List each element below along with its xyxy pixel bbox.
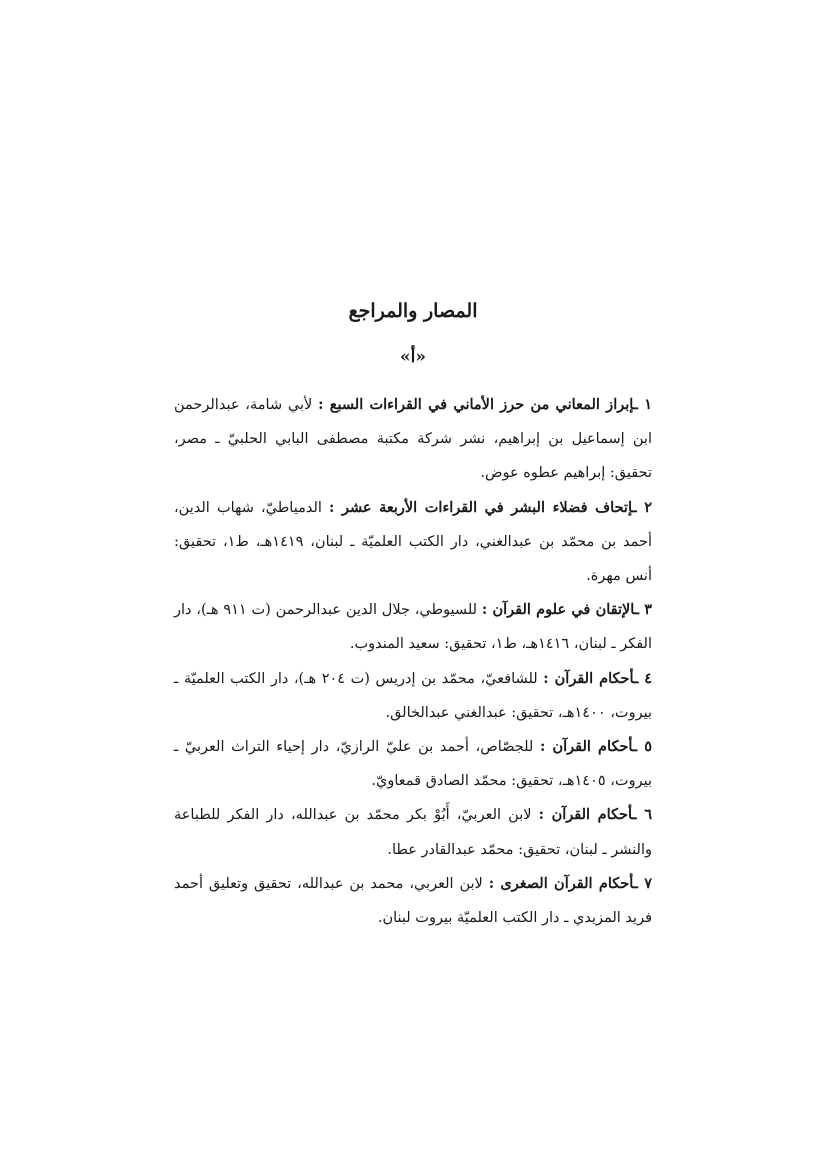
reference-number: ٦ ـ [632,806,653,824]
reference-item [174,798,652,866]
reference-number: ٤ ـ [633,669,652,687]
reference-item [174,662,652,730]
reference-title: أحكام القرآن الصغرى : [488,874,634,892]
reference-details: لابن العربيّ، أَبُوْ بكر محمّد بن عبدالله، دار الفكر للطباعة والنشر ـ لبنان، تحقيق: محمّد عبدالقادر عطا. [174,807,652,858]
reference-details: الدمياطيّ، شهاب الدين، أحمد بن محمّد بن عبدالغني، دار الكتب العلميّة ـ لبنان، ١٤١٩هـ، ط١، تحقيق: أنس مهرة. [174,499,653,585]
reference-number: ٥ ـ [632,738,652,756]
reference-number: ١ ـ [633,396,652,413]
reference-title: إبراز المعاني من حرز الأماني في القراءات السبع : [318,396,634,413]
reference-title: إتحاف فضلاء البشر في القراءات الأربعة عشر : [329,498,633,516]
reference-details: للشافعيّ، محمّد بن إدريس (ت ٢٠٤ هـ)، دار الكتب العلميّة ـ بيروت، ١٤٠٠هـ، تحقيق: عبدالغني عبدالخالق. [174,670,652,721]
reference-item [174,730,652,798]
reference-title: أحكام القرآن : [540,738,633,756]
reference-item [174,867,652,935]
reference-item [174,491,652,594]
reference-title: الإتقان في علوم القرآن : [481,601,635,619]
reference-number: ٧ ـ [633,874,652,892]
reference-title: أحكام القرآن : [538,806,633,824]
reference-number: ٢ ـ [632,498,653,516]
reference-item [174,388,652,491]
page-title: المصار والمراجع [348,300,478,322]
reference-details: للجصّاص، أحمد بن عليّ الرازيّ، دار إحياء التراث العربيّ ـ بيروت، ١٤٠٥هـ، تحقيق: محمّد الصادق قمعاويّ. [174,739,652,790]
reference-details: لابن العربي، محمد بن عبدالله، تحقيق وتعليق أحمد فريد المزيدي ـ دار الكتب العلميّة بيروت لبنان. [174,875,652,927]
reference-details: للسيوطي، جلال الدين عبدالرحمن (ت ٩١١ هـ)، دار الفكر ـ لبنان، ١٤١٦هـ، ط١، تحقيق: سعيد المندوب. [174,602,652,653]
reference-number: ٣ ـ [634,601,653,619]
reference-title: أحكام القرآن : [543,669,634,687]
reference-details: لأبي شامة، عبدالرحمن ابن إسماعيل بن إبراهيم، نشر شركة مكتبة مصطفى البابي الحلبيّ ـ مصر، تحقيق: إبراهيم عطوه عوض. [174,397,652,482]
section-letter-heading: «أ» [400,347,426,367]
references-list [174,388,652,935]
reference-item [174,593,652,661]
